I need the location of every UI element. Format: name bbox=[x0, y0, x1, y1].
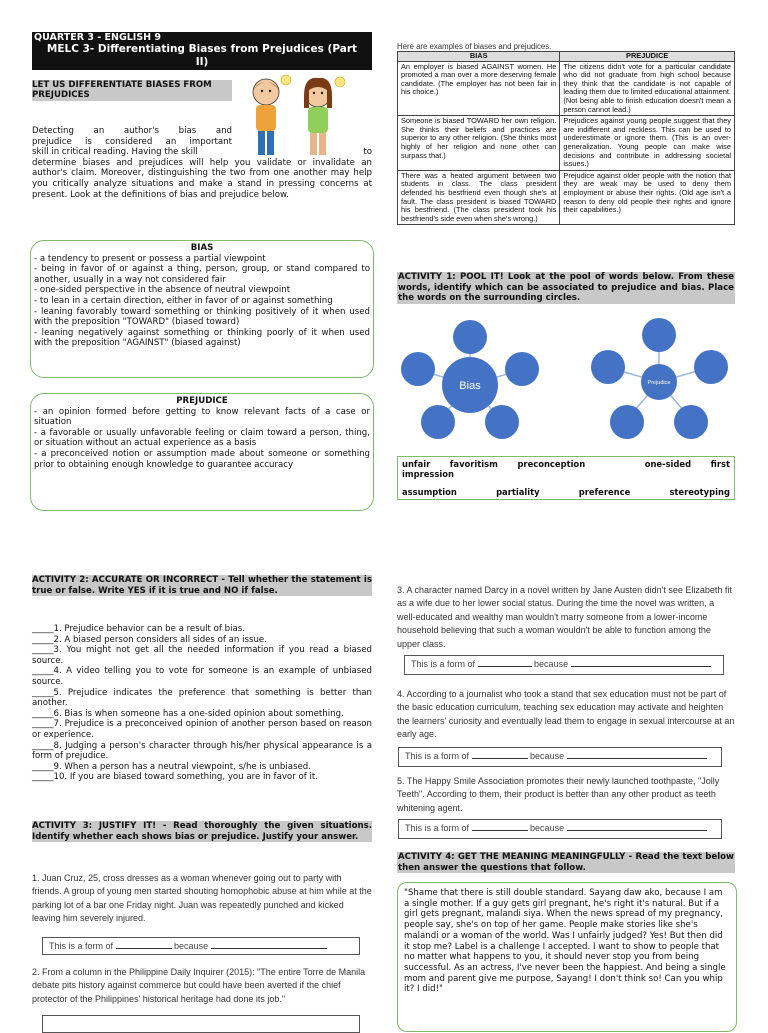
prejudice-item: - an opinion formed before getting to know relevant facts of a case or situation bbox=[34, 406, 370, 428]
activity4-quote-box bbox=[397, 882, 737, 1032]
bias-cluster bbox=[401, 320, 539, 439]
answer-because-label: because bbox=[534, 659, 569, 669]
bias-center-label: Bias bbox=[459, 380, 481, 392]
intro-line-2: prejudice is considered an important bbox=[32, 136, 232, 147]
answer-form-label: This is a form of bbox=[411, 659, 476, 669]
pool-word: favoritism bbox=[449, 459, 498, 469]
answer-box[interactable] bbox=[404, 655, 724, 675]
activity3-instructions: ACTIVITY 3: JUSTIFY IT! - Read thoroughly the given situations. Identify whether each shows bias or prejudice. Justify your answer. bbox=[32, 821, 372, 842]
answer-blank[interactable] bbox=[472, 758, 528, 759]
tf-item[interactable]: _____9. When a person has a neutral viewpoint, s/he is unbiased. bbox=[32, 761, 311, 772]
answer-blank[interactable] bbox=[211, 948, 327, 949]
intro-line-3-end: to bbox=[363, 147, 372, 158]
answer-blank[interactable] bbox=[571, 666, 711, 667]
pool-word: preconception bbox=[517, 459, 586, 469]
situation-3: 3. A character named Darcy in a novel written by Jane Austen didn't see Elizabeth fit as a wife due to her lower social status. During the time the novel was written, a well-educated and wealthy man wouldn't marry someone from a lower-income household believing that such a woman wouldn't be able to function among the upper class. bbox=[397, 585, 732, 649]
situation-1: 1. Juan Cruz, 25, cross dresses as a woman whenever going out to party with friends. A group of young men started shouting homophobic abuse at him while at the parking lot of a bar one Friday night. Juan was repeatedly punched and kicked leaving him severely injured. bbox=[32, 873, 372, 924]
tf-item[interactable]: _____1. Prejudice behavior can be a result of bias. bbox=[32, 624, 245, 634]
intro-line-1: Detecting an author's bias and bbox=[32, 126, 232, 136]
examples-col-bias: BIAS bbox=[398, 52, 560, 62]
prejudice-cluster bbox=[591, 318, 728, 439]
prejudice-center-label: Prejudice bbox=[647, 380, 671, 386]
bias-example: An employer is biased AGAINST women. He promoted a man over a more deserving female candidate. (The employer has not been fair in his choice.) bbox=[398, 61, 560, 116]
examples-section bbox=[397, 42, 735, 225]
intro-heading bbox=[32, 80, 232, 101]
pool-word: unfair bbox=[402, 459, 431, 469]
intro-line-3-row bbox=[32, 147, 372, 158]
prejudice-item: - a preconceived notion or assumption made about someone or something prior to obtaining enough knowledge to guarantee accuracy bbox=[34, 448, 370, 470]
prejudice-example: Prejudice against older people with the notion that they are weak may be used to deny them employment or abuse their rights. (Old age isn't a reason to deny old people their rights and ignore their capabilities.) bbox=[560, 170, 735, 225]
answer-box[interactable] bbox=[42, 937, 360, 955]
activity2-instructions: ACTIVITY 2: ACCURATE OR INCORRECT - Tell whether the statement is true or false. Write YES if it is true and NO if false. bbox=[32, 575, 372, 596]
intro-line-3: skill in critical reading. Having the skill bbox=[32, 147, 198, 158]
prejudice-word-circle bbox=[610, 405, 644, 439]
examples-col-prejudice: PREJUDICE bbox=[560, 52, 735, 62]
bias-item: - being in favor of or against a thing, person, group, or stand compared to another, usually in a way not considered fair bbox=[34, 264, 370, 285]
situation-2: 2. From a column in the Philippine Daily Inquirer (2015): "The entire Torre de Manila debate pits history against commerce but could have been averted if the chief protector of the Philippines' historical heritage had done its job." bbox=[32, 967, 366, 1004]
pool-word: assumption bbox=[402, 487, 457, 497]
prejudice-item: - a favorable or usually unfavorable feeling or claim toward a person, thing, or situation without an actual experience as a basis bbox=[34, 427, 370, 449]
pool-word: stereotyping bbox=[669, 487, 730, 497]
table-row bbox=[398, 116, 735, 171]
tf-item[interactable]: _____3. You might not get all the needed information if you read a biased source. bbox=[32, 645, 372, 666]
word-pool-box bbox=[397, 456, 735, 500]
answer-form-label: This is a form of bbox=[49, 941, 114, 951]
answer-form-label: This is a form of bbox=[405, 823, 470, 833]
bias-item: - leaning favorably toward something or thinking positively of it when used with the preposition "TOWARD" (biased toward) bbox=[34, 306, 370, 328]
answer-because-label: because bbox=[174, 941, 209, 951]
activity4-quote: "Shame that there is still double standard. Sayang daw ako, because I am a single mother. If a guy gets girl pregnant, he's right it's natural. But if a girl gets pregnant, malandi siya. When the news spread of my pregnancy, people say, she's on top of her game. People make stories like she's malandi or a woman of the world. Was I unfairly judged? Yes! But then did it stop me? Label is a challenge I accepted. I want to show to people that no matter what happens to you, it should never stop you from being successful. As an actress, I've never been the happiest. And being a single mom and parent give me purpose, Sayang! I don't think so! Can you whip it? I did!" bbox=[404, 888, 726, 995]
bias-item: - a tendency to present or possess a partial viewpoint bbox=[34, 253, 266, 264]
prejudice-example: The citizens didn't vote for a particular candidate who did not graduate from high school because they think that the candidate is not capable of leading them due to limited educational attainment. (Not being able to finish education doesn't mean a person cannot lead.) bbox=[560, 61, 735, 116]
activity1-diagram bbox=[397, 310, 737, 450]
intro-heading-line1: LET US DIFFERENTIATE BIASES FROM bbox=[32, 80, 212, 90]
answer-because-label: because bbox=[530, 823, 565, 833]
answer-blank[interactable] bbox=[567, 758, 707, 759]
answer-box[interactable] bbox=[398, 747, 722, 767]
answer-box[interactable] bbox=[42, 1015, 360, 1033]
answer-form-label: This is a form of bbox=[405, 751, 470, 761]
word-pool-row1 bbox=[402, 459, 730, 469]
bias-item: - leaning negatively against something or thinking poorly of it when used with the preposition "AGAINST" (biased against) bbox=[34, 327, 370, 349]
melc-title-line1: MELC 3- Differentiating Biases from Prejudices (Part bbox=[46, 43, 358, 55]
bias-title: BIAS bbox=[190, 243, 214, 253]
bias-example: There was a heated argument between two students in class. The class president defended his bestfriend even though she's at fault. The class president is biased TOWARD his bestfriend. (The class president took his bestfriend's side even when she's wrong.) bbox=[398, 170, 560, 225]
tf-item[interactable]: _____2. A biased person considers all sides of an issue. bbox=[32, 634, 267, 645]
pool-word: partiality bbox=[496, 487, 540, 497]
answer-blank[interactable] bbox=[116, 948, 172, 949]
pool-word: impression bbox=[402, 469, 454, 479]
situation-4: 4. According to a journalist who took a stand that sex education must not be part of the basic education curriculum, teaching sex education may activate and heighten the learners' curiosity and eventually lead them to engage in sexual intercourse at an early age. bbox=[397, 689, 735, 740]
prejudice-word-circle bbox=[642, 318, 676, 352]
prejudice-word-circle bbox=[591, 350, 625, 384]
bias-word-circle bbox=[401, 352, 435, 386]
activity4-instructions: ACTIVITY 4: GET THE MEANING MEANINGFULLY - Read the text below then answer the questions that follow. bbox=[398, 852, 734, 873]
activity1-instructions: ACTIVITY 1: POOL IT! Look at the pool of words below. From these words, identify which can be associated to prejudice and bias. Place the words on the surrounding circles. bbox=[398, 272, 734, 304]
header-banner bbox=[32, 32, 372, 70]
intro-rest: determine biases and prejudices will help you validate or invalidate an author's claim. Moreover, distinguishing the two from one another may help you critically analyze situations and make a stand in pressing concerns at present. Look at the definitions of bias and prejudice below. bbox=[32, 157, 372, 200]
prejudice-example: Prejudices against young people suggest that they are indifferent and reckless. This can be used to underestimate or ignore them. (This is an over-generalization. Young people can make wise decisions and contribute in addressing societal issues.) bbox=[560, 116, 735, 171]
bias-word-circle bbox=[505, 352, 539, 386]
melc-title-line2: II) bbox=[195, 56, 209, 68]
bias-word-circle bbox=[485, 405, 519, 439]
pool-word: preference bbox=[578, 487, 631, 497]
prejudice-definition-box bbox=[30, 393, 374, 511]
bias-word-circle bbox=[421, 405, 455, 439]
tf-item[interactable]: _____8. Judging a person's character through his/her physical appearance is a form of prejudice. bbox=[32, 740, 372, 762]
tf-item[interactable]: _____6. Bias is when someone has a one-sided opinion about something. bbox=[32, 708, 344, 719]
bias-word-circle bbox=[453, 320, 487, 354]
prejudice-word-circle bbox=[674, 405, 708, 439]
tf-item[interactable]: _____4. A video telling you to vote for someone is an example of unbiased source. bbox=[32, 666, 372, 687]
tf-item[interactable]: _____7. Prejudice is a preconceived opinion of another person based on reason or experience. bbox=[32, 719, 372, 740]
table-row bbox=[398, 170, 735, 225]
prejudice-word-circle bbox=[694, 350, 728, 384]
intro-paragraph bbox=[32, 126, 372, 200]
bias-item: - one-sided perspective in the absence of neutral viewpoint bbox=[34, 285, 291, 296]
examples-caption: Here are examples of biases and prejudices. bbox=[397, 42, 552, 51]
prejudice-title: PREJUDICE bbox=[176, 396, 228, 406]
word-pool-row2 bbox=[402, 487, 730, 497]
bias-definition-box bbox=[30, 240, 374, 378]
answer-blank[interactable] bbox=[567, 830, 707, 831]
bias-item: - to lean in a certain direction, either in favor of or against something bbox=[34, 295, 333, 306]
tf-item[interactable]: _____5. Prejudice indicates the preference that something is better than another. bbox=[32, 687, 372, 709]
pool-word: first bbox=[710, 459, 730, 469]
intro-heading-line2: PREJUDICES bbox=[32, 90, 90, 101]
answer-blank[interactable] bbox=[478, 666, 532, 667]
answer-blank[interactable] bbox=[472, 830, 528, 831]
pool-word: one-sided bbox=[644, 459, 692, 469]
tf-item[interactable]: _____10. If you are biased toward something, you are in favor of it. bbox=[32, 772, 318, 783]
table-row bbox=[398, 61, 735, 116]
answer-box[interactable] bbox=[398, 819, 722, 839]
bias-example: Someone is biased TOWARD her own religion. She thinks their beliefs and practices are superior to any other religion. (She thinks most highly of her religion and none other can surpass that.) bbox=[398, 116, 560, 171]
situation-5: 5. The Happy Smile Association promotes their newly launched toothpaste, "Jolly Teeth". According to them, their product is better than any other product as teeth whitening agent. bbox=[397, 776, 720, 813]
answer-because-label: because bbox=[530, 751, 565, 761]
activity2-items bbox=[32, 624, 372, 783]
examples-table bbox=[397, 51, 735, 225]
quarter-label: QUARTER 3 - ENGLISH 9 bbox=[34, 32, 162, 43]
